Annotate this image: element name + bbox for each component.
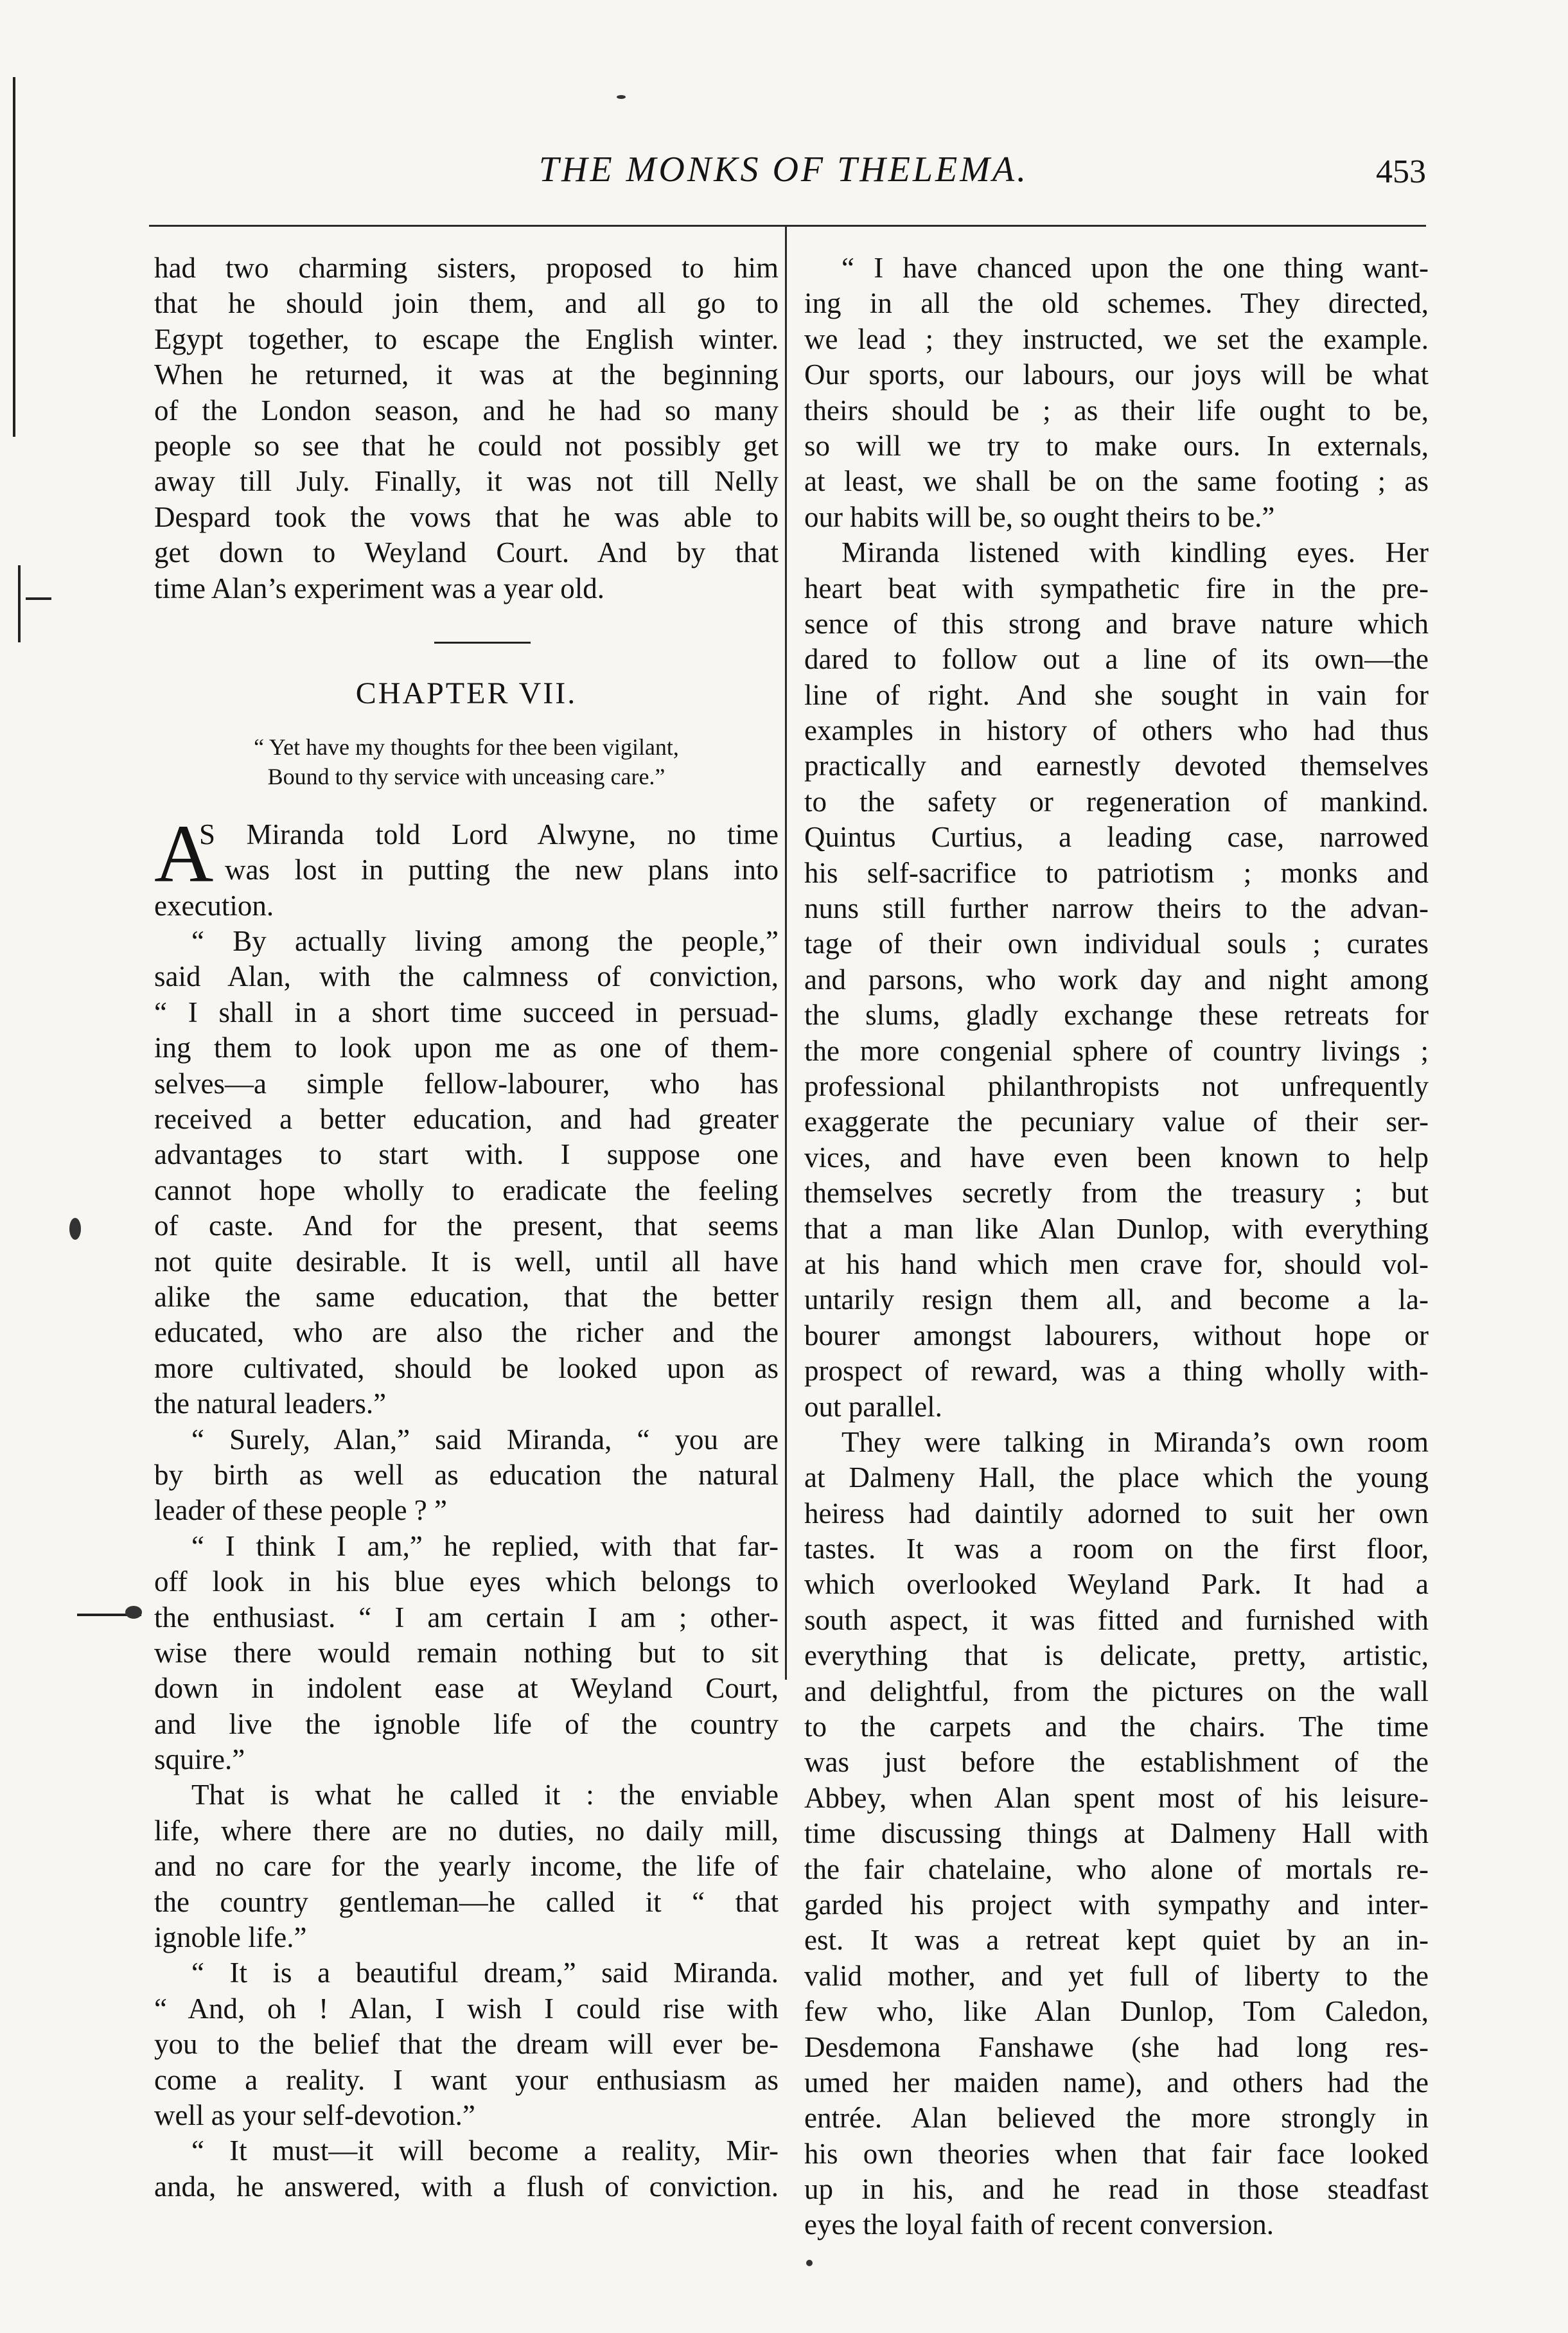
- text-line: educated, who are also the richer and the: [154, 1316, 779, 1349]
- text-line: wise there would remain nothing but to sit: [154, 1636, 779, 1669]
- text-line: squire.”: [154, 1743, 245, 1776]
- text-line: tastes. It was a room on the first floor,: [804, 1533, 1429, 1565]
- text-line: anda, he answered, with a flush of conviction.: [154, 2170, 779, 2203]
- text-line: everything that is delicate, pretty, artistic,: [804, 1639, 1429, 1672]
- text-line: off look in his blue eyes which belongs to: [154, 1565, 779, 1598]
- text-line: down in indolent ease at Weyland Court,: [154, 1672, 779, 1705]
- text-line: and live the ignoble life of the country: [154, 1707, 779, 1740]
- text-line: was lost in putting the new plans into: [225, 854, 779, 886]
- text-line: come a reality. I want your enthusiasm as: [154, 2063, 779, 2096]
- text-line: we lead ; they instructed, we set the example.: [804, 322, 1429, 355]
- text-line: ignoble life.”: [154, 1921, 307, 1954]
- margin-binding-mark: [18, 565, 21, 642]
- text-line: cannot hope wholly to eradicate the feeling: [154, 1174, 779, 1206]
- text-line: at Dalmeny Hall, the place which the young: [804, 1461, 1429, 1494]
- text-line: umed her maiden name), and others had the: [804, 2066, 1429, 2099]
- text-line: examples in history of others who had thus: [804, 714, 1429, 747]
- text-line: to the carpets and the chairs. The time: [804, 1711, 1429, 1743]
- text-line: ing in all the old schemes. They directed,: [804, 287, 1429, 320]
- chapter-body: [154, 888, 779, 2205]
- text-line: tage of their own individual souls ; curates: [804, 928, 1429, 960]
- paragraph-continuation: [154, 251, 779, 606]
- text-line: “ It must—it will become a reality, Mir-: [191, 2135, 779, 2167]
- column-divider: [785, 225, 787, 1680]
- text-line: had two charming sisters, proposed to him: [154, 252, 779, 284]
- chapter-opening: [154, 807, 779, 899]
- text-line: his own theories when that fair face looked: [804, 2137, 1429, 2170]
- text-line: said Alan, with the calmness of conviction,: [154, 960, 779, 993]
- text-line: Miranda listened with kindling eyes. Her: [841, 536, 1429, 569]
- text-line: get down to Weyland Court. And by that: [154, 536, 779, 569]
- text-line: Despard took the vows that he was able to: [154, 500, 779, 533]
- text-line: of the London season, and he had so many: [154, 394, 779, 427]
- text-line: received a better education, and had greater: [154, 1103, 779, 1136]
- text-line: leader of these people ? ”: [154, 1494, 447, 1527]
- text-line: the more congenial sphere of country livings ;: [804, 1034, 1429, 1067]
- text-line: that a man like Alan Dunlop, with everything: [804, 1212, 1429, 1245]
- text-line: more cultivated, should be looked upon as: [154, 1351, 779, 1384]
- text-line: That is what he called it : the enviable: [191, 1779, 779, 1811]
- text-line: untarily resign them all, and become a la-: [804, 1283, 1429, 1316]
- text-line: alike the same education, that the better: [154, 1280, 779, 1313]
- text-line: up in his, and he read in those steadfast: [804, 2173, 1429, 2206]
- text-line: out parallel.: [804, 1390, 942, 1423]
- text-line: eyes the loyal faith of recent conversion.: [804, 2208, 1274, 2241]
- text-line: people so see that he could not possibly get: [154, 429, 779, 462]
- text-line: by birth as well as education the natural: [154, 1458, 779, 1491]
- text-line: time discussing things at Dalmeny Hall with: [804, 1817, 1429, 1850]
- epigraph-line: Bound to thy service with unceasing care.”: [267, 763, 665, 789]
- text-line: time Alan’s experiment was a year old.: [154, 572, 605, 604]
- text-line: so will we try to make ours. In externals,: [804, 429, 1429, 462]
- text-line: heart beat with sympathetic fire in the pre-: [804, 572, 1429, 604]
- header-rule: [149, 225, 1426, 227]
- text-line: theirs should be ; as their life ought to be,: [804, 394, 1429, 427]
- text-line: and parsons, who work day and night among: [804, 963, 1429, 996]
- text-line: his self-sacrifice to patriotism ; monks and: [804, 856, 1429, 889]
- text-line: Abbey, when Alan spent most of his leisure-: [804, 1781, 1429, 1814]
- text-line: exaggerate the pecuniary value of their ser-: [804, 1105, 1429, 1138]
- text-line: not quite desirable. It is well, until all have: [154, 1245, 779, 1278]
- text-line: the enthusiast. “ I am certain I am ; other-: [154, 1601, 779, 1633]
- text-line: “ Surely, Alan,” said Miranda, “ you are: [191, 1423, 779, 1456]
- text-line: to the safety or regeneration of mankind.: [804, 785, 1429, 818]
- text-line: ing them to look upon me as one of them-: [154, 1032, 779, 1064]
- text-line: Our sports, our labours, our joys will be what: [804, 358, 1429, 391]
- right-column: [804, 251, 1429, 2243]
- chapter-heading: CHAPTER VII.: [355, 676, 577, 710]
- text-line: at his hand which men crave for, should vol-: [804, 1247, 1429, 1280]
- text-line: life, where there are no duties, no daily mill,: [154, 1814, 779, 1847]
- text-line: garded his project with sympathy and inter-: [804, 1888, 1429, 1921]
- text-line: that he should join them, and all go to: [154, 287, 779, 320]
- margin-smudge: [806, 2260, 813, 2266]
- text-line: Quintus Curtius, a leading case, narrowed: [804, 821, 1429, 854]
- text-line: advantages to start with. I suppose one: [154, 1138, 779, 1171]
- text-line: the slums, gladly exchange these retreats for: [804, 999, 1429, 1032]
- text-line: entrée. Alan believed the more strongly in: [804, 2102, 1429, 2135]
- text-line: of caste. And for the present, that seems: [154, 1210, 779, 1242]
- text-line: valid mother, and yet full of liberty to the: [804, 1959, 1429, 1992]
- text-line: practically and earnestly devoted themselves: [804, 750, 1429, 782]
- text-line: “ I have chanced upon the one thing want-: [841, 252, 1429, 284]
- text-line: S Miranda told Lord Alwyne, no time: [199, 818, 779, 850]
- margin-smudge: [617, 95, 626, 99]
- text-line: “ By actually living among the people,”: [191, 925, 779, 958]
- text-line: professional philanthropists not unfrequently: [804, 1070, 1429, 1102]
- text-line: away till July. Finally, it was not till Nelly: [154, 465, 779, 498]
- margin-smudge: [69, 1218, 81, 1240]
- text-line: the fair chatelaine, who alone of mortals re-: [804, 1853, 1429, 1885]
- text-line: few who, like Alan Dunlop, Tom Caledon,: [804, 1995, 1429, 2028]
- text-line: When he returned, it was at the beginning: [154, 358, 779, 391]
- text-line: nuns still further narrow theirs to the advan-: [804, 892, 1429, 925]
- text-line: which overlooked Weyland Park. It had a: [804, 1568, 1429, 1601]
- text-line: sence of this strong and brave nature which: [804, 607, 1429, 640]
- text-line: the natural leaders.”: [154, 1387, 387, 1420]
- page-number: 453: [1376, 154, 1426, 190]
- text-line: line of right. And she sought in vain for: [804, 678, 1429, 711]
- text-line: prospect of reward, was a thing wholly with-: [804, 1355, 1429, 1387]
- text-line: est. It was a retreat kept quiet by an in-: [804, 1924, 1429, 1957]
- text-line: bourer amongst labourers, without hope or: [804, 1319, 1429, 1351]
- text-line: the country gentleman—he called it “ that: [154, 1885, 779, 1918]
- text-line: south aspect, it was fitted and furnished with: [804, 1603, 1429, 1636]
- epigraph-line: “ Yet have my thoughts for thee been vigilant,: [254, 734, 679, 760]
- text-line: vices, and have even been known to help: [804, 1141, 1429, 1174]
- text-line: dared to follow out a line of its own—the: [804, 643, 1429, 676]
- text-line: selves—a simple fellow-labourer, who has: [154, 1067, 779, 1100]
- text-line: themselves secretly from the treasury ; but: [804, 1177, 1429, 1210]
- text-line: was just before the establishment of the: [804, 1746, 1429, 1779]
- text-line: “ And, oh ! Alan, I wish I could rise with: [154, 1992, 779, 2025]
- section-divider: [434, 642, 531, 644]
- text-line: at least, we shall be on the same footing ; as: [804, 465, 1429, 498]
- drop-cap: A: [154, 807, 214, 899]
- text-line: Egypt together, to escape the English winter.: [154, 322, 779, 355]
- text-line: and delightful, from the pictures on the wall: [804, 1675, 1429, 1707]
- running-title: THE MONKS OF THELEMA.: [538, 150, 1029, 189]
- margin-binding-mark: [13, 77, 15, 437]
- text-line: “ I think I am,” he replied, with that far-: [191, 1529, 779, 1562]
- text-line: our habits will be, so ought theirs to be.”: [804, 500, 1275, 533]
- text-line: “ It is a beautiful dream,” said Miranda.: [191, 1957, 779, 1989]
- text-line: Desdemona Fanshawe (she had long res-: [804, 2030, 1429, 2063]
- text-line: heiress had daintily adorned to suit her own: [804, 1497, 1429, 1529]
- epigraph: [154, 732, 779, 791]
- text-line: and no care for the yearly income, the life of: [154, 1850, 779, 1883]
- left-column: [154, 251, 779, 2205]
- text-line: you to the belief that the dream will ever be-: [154, 2028, 779, 2061]
- text-line: “ I shall in a short time succeed in persuad-: [154, 996, 779, 1028]
- text-line: They were talking in Miranda’s own room: [841, 1425, 1429, 1458]
- text-line: well as your self-devotion.”: [154, 2099, 475, 2131]
- margin-smudge: [125, 1606, 142, 1619]
- text-line: execution.: [154, 889, 274, 922]
- margin-binding-mark: [26, 597, 51, 600]
